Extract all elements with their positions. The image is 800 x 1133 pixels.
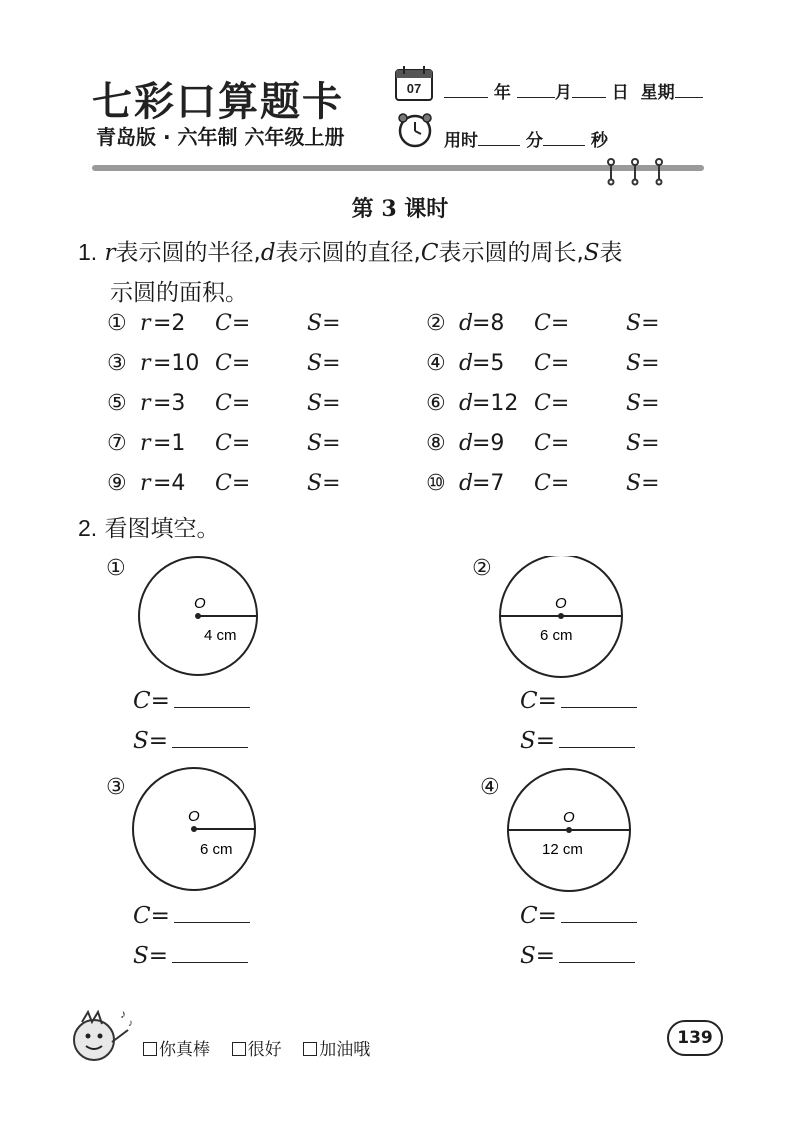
prompt-part-3: 表示圆的周长, bbox=[438, 240, 584, 266]
item-area: S= bbox=[626, 311, 660, 336]
rating-checkbox-3[interactable] bbox=[303, 1042, 317, 1056]
item-variable: d bbox=[459, 471, 474, 496]
item-mark: ⑧ bbox=[426, 431, 446, 456]
item-variable: r bbox=[140, 391, 151, 416]
item-given: =3 bbox=[153, 391, 186, 416]
var-C: C bbox=[420, 240, 439, 266]
brand-title: 七彩口算题卡 bbox=[92, 78, 344, 125]
mascot-icon bbox=[64, 1002, 138, 1070]
rating-checkbox-2[interactable] bbox=[232, 1042, 246, 1056]
figure-1-circle bbox=[138, 556, 264, 678]
figure-3-radius-label: 6 cm bbox=[200, 841, 233, 858]
date-day: 日 bbox=[611, 83, 629, 103]
item-variable: d bbox=[459, 311, 474, 336]
item-mark: ⑦ bbox=[107, 431, 127, 456]
figure-2-c-answer bbox=[520, 688, 637, 714]
question-2-prompt bbox=[78, 510, 220, 543]
figure-2-circle bbox=[498, 556, 624, 678]
date-row bbox=[444, 78, 703, 103]
prompt-line-2: 示圆的面积。 bbox=[110, 280, 248, 306]
question-2-number: 2. bbox=[78, 515, 98, 541]
svg-text:♪: ♪ bbox=[120, 1007, 126, 1021]
figure-2-s-blank[interactable] bbox=[559, 729, 635, 748]
item-mark: ⑥ bbox=[426, 391, 446, 416]
item-mark: ⑨ bbox=[107, 471, 127, 496]
question-1-number: 1. bbox=[78, 239, 98, 265]
item-mark: ④ bbox=[426, 351, 446, 376]
item-circumference: C= bbox=[534, 311, 570, 336]
item-circumference: C= bbox=[534, 351, 570, 376]
figure-3-s-answer bbox=[133, 943, 248, 969]
item-circumference: C= bbox=[215, 431, 251, 456]
figure-4-s-blank[interactable] bbox=[559, 944, 635, 963]
question-2-text: 看图填空。 bbox=[104, 516, 220, 542]
item-area: S= bbox=[626, 351, 660, 376]
question-1-prompt bbox=[78, 232, 738, 313]
time-label: 用时 bbox=[444, 131, 478, 151]
item-mark: ⑤ bbox=[107, 391, 127, 416]
item-area: S= bbox=[626, 431, 660, 456]
figure-2-center: O bbox=[555, 595, 567, 612]
figure-1-c-answer bbox=[133, 688, 250, 714]
time-min: 分 bbox=[525, 131, 543, 151]
figure-4-s-answer bbox=[520, 943, 635, 969]
item-variable: r bbox=[140, 311, 151, 336]
item-area: S= bbox=[307, 351, 341, 376]
item-circumference: C= bbox=[534, 431, 570, 456]
item-variable: d bbox=[459, 351, 474, 376]
self-rating-options bbox=[143, 1035, 370, 1060]
var-d: d bbox=[260, 240, 276, 266]
figure-4-s-label: S= bbox=[520, 943, 556, 969]
figure-2-mark: ② bbox=[472, 556, 492, 581]
item-given: =10 bbox=[153, 351, 200, 376]
calendar-icon bbox=[394, 64, 434, 102]
item-given: =7 bbox=[472, 471, 505, 496]
rating-option-2: 很好 bbox=[247, 1040, 282, 1060]
var-S: S bbox=[583, 240, 600, 266]
figure-3-s-label: S= bbox=[133, 943, 169, 969]
item-circumference: C= bbox=[215, 311, 251, 336]
figure-1-s-answer bbox=[133, 728, 248, 754]
item-given: =2 bbox=[153, 311, 186, 336]
item-circumference: C= bbox=[534, 391, 570, 416]
figure-4-center: O bbox=[563, 809, 575, 826]
item-circumference: C= bbox=[215, 471, 251, 496]
item-given: =5 bbox=[472, 351, 505, 376]
edition-label: 青岛版 · 六年制 六年级上册 bbox=[96, 125, 345, 149]
item-variable: r bbox=[140, 431, 151, 456]
figure-3-circle bbox=[132, 766, 258, 894]
figure-2-c-label: C= bbox=[520, 688, 557, 714]
figure-1-s-blank[interactable] bbox=[172, 729, 248, 748]
item-area: S= bbox=[626, 391, 660, 416]
item-variable: d bbox=[459, 391, 474, 416]
item-area: S= bbox=[626, 471, 660, 496]
figure-2-c-blank[interactable] bbox=[561, 689, 637, 708]
figure-4-circle bbox=[506, 768, 632, 894]
figure-4-c-blank[interactable] bbox=[561, 904, 637, 923]
lesson-title: 第 3 课时 bbox=[351, 196, 449, 222]
prompt-part-1: 表示圆的半径, bbox=[115, 240, 261, 266]
item-mark: ③ bbox=[107, 351, 127, 376]
prompt-part-2: 表示圆的直径, bbox=[275, 240, 421, 266]
clock-icon bbox=[396, 111, 434, 149]
rating-option-1: 你真棒 bbox=[159, 1040, 210, 1060]
item-circumference: C= bbox=[215, 391, 251, 416]
figure-4-c-answer bbox=[520, 903, 637, 929]
binder-rings-icon bbox=[602, 156, 672, 186]
item-given: =8 bbox=[472, 311, 505, 336]
calendar-day: 07 bbox=[406, 81, 422, 96]
figure-4-c-label: C= bbox=[520, 903, 557, 929]
figure-1-c-blank[interactable] bbox=[174, 689, 250, 708]
figure-1-mark: ① bbox=[106, 556, 126, 581]
date-year: 年 bbox=[493, 83, 511, 103]
item-area: S= bbox=[307, 311, 341, 336]
figure-1-radius-label: 4 cm bbox=[204, 627, 237, 644]
date-weekday: 星期 bbox=[640, 83, 675, 103]
figure-2-s-label: S= bbox=[520, 728, 556, 754]
item-mark: ② bbox=[426, 311, 446, 336]
figure-3-center: O bbox=[188, 808, 200, 825]
time-sec: 秒 bbox=[590, 131, 608, 151]
figure-1-s-label: S= bbox=[133, 728, 169, 754]
item-variable: d bbox=[459, 431, 474, 456]
var-r: r bbox=[104, 240, 116, 266]
item-variable: r bbox=[140, 471, 151, 496]
item-mark: ① bbox=[107, 311, 127, 336]
item-given: =1 bbox=[153, 431, 186, 456]
figure-1-c-label: C= bbox=[133, 688, 170, 714]
item-area: S= bbox=[307, 471, 341, 496]
figure-3-s-blank[interactable] bbox=[172, 944, 248, 963]
item-circumference: C= bbox=[534, 471, 570, 496]
time-row bbox=[444, 126, 608, 151]
item-area: S= bbox=[307, 391, 341, 416]
item-area: S= bbox=[307, 431, 341, 456]
date-month: 月 bbox=[554, 83, 572, 103]
item-given: =4 bbox=[153, 471, 186, 496]
figure-1-center: O bbox=[194, 595, 206, 612]
rating-checkbox-1[interactable] bbox=[143, 1042, 157, 1056]
figure-3-c-blank[interactable] bbox=[174, 904, 250, 923]
item-mark: ⑩ bbox=[426, 471, 446, 496]
figure-2-diameter-label: 6 cm bbox=[540, 627, 573, 644]
figure-3-c-label: C= bbox=[133, 903, 170, 929]
svg-text:♪: ♪ bbox=[128, 1018, 133, 1029]
prompt-part-4: 表 bbox=[599, 240, 623, 266]
item-given: =12 bbox=[472, 391, 519, 416]
figure-3-c-answer bbox=[133, 903, 250, 929]
page-number: 139 bbox=[667, 1020, 723, 1056]
figure-3-mark: ③ bbox=[106, 775, 126, 800]
rating-option-3: 加油哦 bbox=[319, 1040, 371, 1060]
item-circumference: C= bbox=[215, 351, 251, 376]
figure-2-s-answer bbox=[520, 728, 635, 754]
figure-4-mark: ④ bbox=[480, 775, 500, 800]
item-variable: r bbox=[140, 351, 151, 376]
figure-4-diameter-label: 12 cm bbox=[542, 841, 583, 858]
item-given: =9 bbox=[472, 431, 505, 456]
